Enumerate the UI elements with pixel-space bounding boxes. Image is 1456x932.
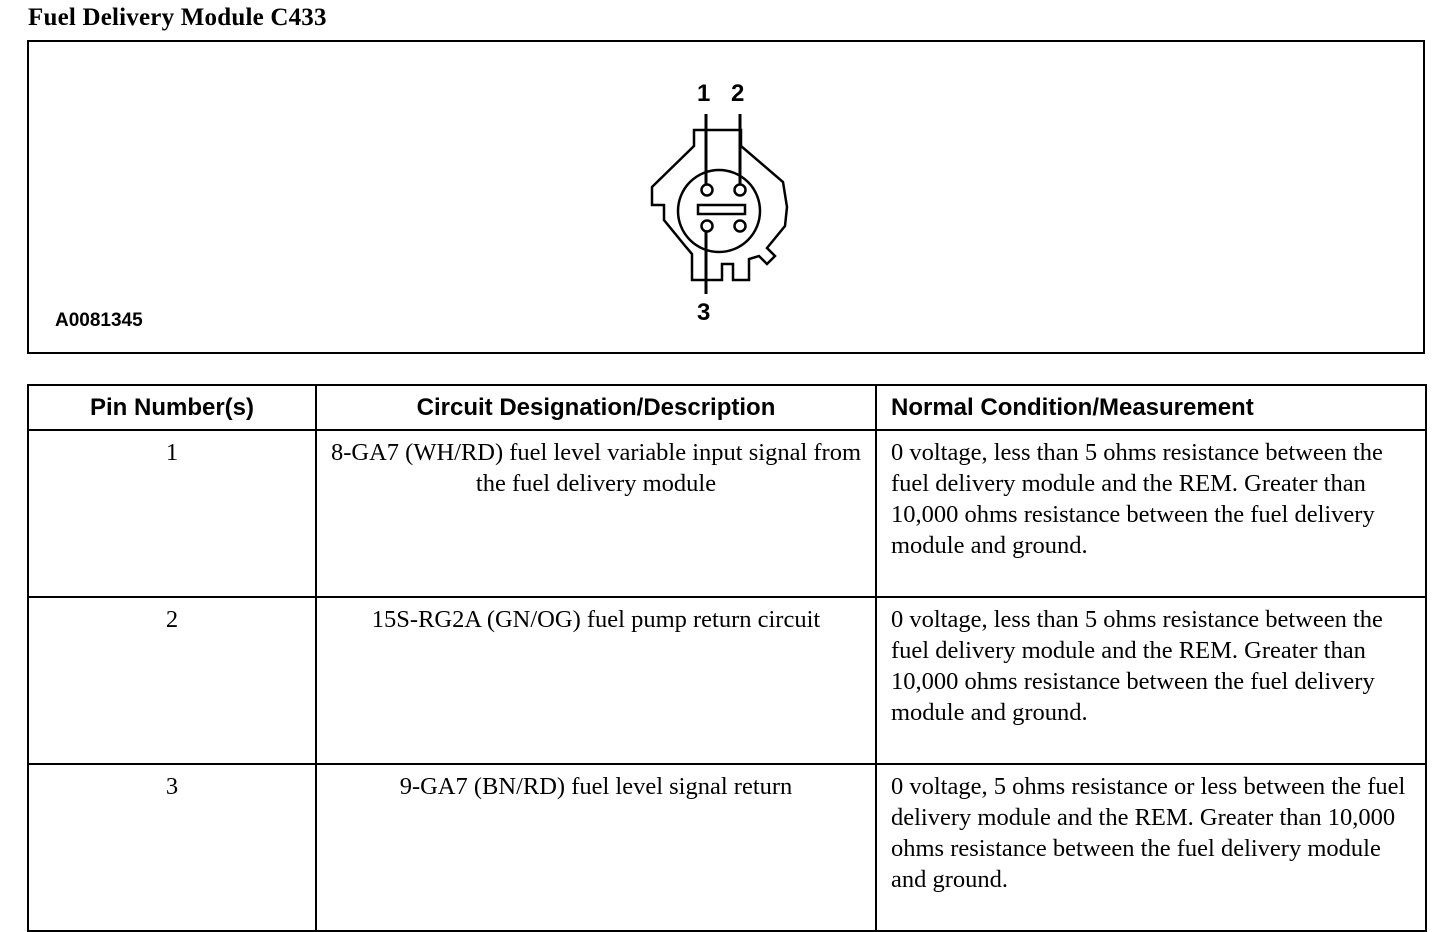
pin-2-label: 2 [731,80,745,107]
table-row [28,597,1426,764]
connector-diagram [27,40,1425,354]
figure-id: A0081345 [55,310,143,331]
table-row [28,764,1426,931]
header-circuit: Circuit Designation/Description [316,385,876,430]
pin-1-cavity [702,185,713,196]
header-condition: Normal Condition/Measurement [876,385,1426,430]
pin-2-cavity [735,185,746,196]
pin-1-label: 1 [697,80,711,107]
condition-cell: 0 voltage, less than 5 ohms resistance between the fuel delivery module and the REM. Greater than 10,000 ohms resistance between the fuel delivery module and ground. [876,430,1426,597]
condition-cell: 0 voltage, 5 ohms resistance or less between the fuel delivery module and the REM. Greater than 10,000 ohms resistance between the fuel delivery module and ground. [876,764,1426,931]
pin-table [27,384,1427,932]
condition-cell: 0 voltage, less than 5 ohms resistance between the fuel delivery module and the REM. Greater than 10,000 ohms resistance between the fuel delivery module and ground. [876,597,1426,764]
page-title: Fuel Delivery Module C433 [28,4,327,31]
pin-number-cell: 2 [28,597,316,764]
circuit-cell: 15S-RG2A (GN/OG) fuel pump return circuit [316,597,876,764]
pin-3-label: 3 [697,299,711,326]
table-row [28,430,1426,597]
circuit-cell: 9-GA7 (BN/RD) fuel level signal return [316,764,876,931]
center-rib [698,205,745,214]
connector-c433-illustration [29,42,1423,352]
pin-3-cavity [702,221,713,232]
circuit-cell: 8-GA7 (WH/RD) fuel level variable input signal from the fuel delivery module [316,430,876,597]
connector-face [678,170,760,252]
table-header-row [28,385,1426,430]
header-pin-numbers: Pin Number(s) [28,385,316,430]
pin-4-cavity [735,221,746,232]
pin-number-cell: 1 [28,430,316,597]
pin-number-cell: 3 [28,764,316,931]
